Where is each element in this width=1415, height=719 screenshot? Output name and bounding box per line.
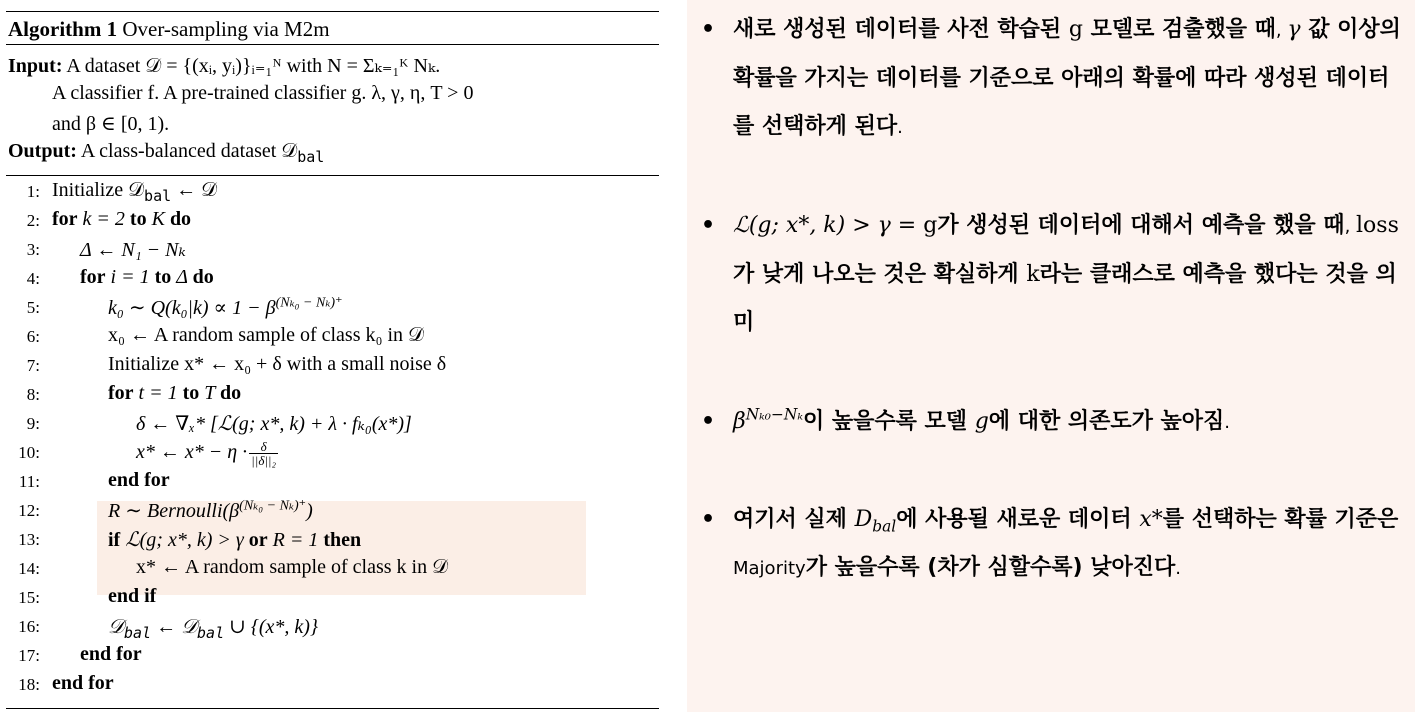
algorithm-title (8, 17, 330, 42)
bullet-icon: • (701, 17, 716, 42)
input-line-3: and β ∈ [0, 1). (52, 113, 170, 135)
note-4-text: 여기서 실제 $D_{bal}$에 사용될 새로운 데이터 x*를 선택하는 확률 기준은 Majority가 높을수록 (차가 심할수록) 낮아진다. (733, 507, 1399, 580)
input-line-2: A classifier f. A pre-trained classifier g. λ, γ, η, T > 0 (52, 82, 474, 104)
bullet-icon: • (701, 507, 716, 532)
note-2 (701, 202, 1401, 347)
algorithm-name: Over-sampling via M2m (122, 17, 330, 41)
title-rule (6, 44, 659, 45)
note-4 (701, 496, 1401, 593)
notes-panel (687, 0, 1415, 712)
algorithm-label: Algorithm 1 (8, 17, 118, 41)
algorithm-box: Algorithm 1 Over-sampling via M2m Input: A dataset 𝒟 = {(xᵢ, yᵢ)}ᵢ₌₁ᴺ with N = Σₖ₌₁ᴷ Nₖ. A classifier f. A pre-trained classifier g. λ, γ, η, T > 0 and β ∈ [0, 1). Output: A class-balanced dataset 𝒟$_{bal}$ 1: Initialize 𝒟$_{bal}$ ← 𝒟 2: for k = 2 to K do 3: Δ ← N₁ − Nₖ 4: for i = 1 to Δ do 5: k₀ ∼ $Q(k_0|k) \propto 1 - \beta^{(N_{k0} - N_k)^+}$ 6: x₀ ← A random sample of class k₀ in 𝒟 7: Initialize x* ← x₀ + δ with a small noise δ 8: for t = 1 to T do 9: δ ← ∇ₓ* [ℒ(g; x*, k) + λ · fₖ₀(x*)] 10: x* ← x* − η · $\frac{\delta}{\text{||δ||₂}}$ 11: end for 12: R ∼ $Bernoulli(\beta^{(N_{k0} - N_k)^+})$ 13: if ℒ(g; x*, k) > γ or R = 1 then 14: x* ← A random sample of class k in 𝒟 15: end if 16: 𝒟$_{bal}$ ← 𝒟$_{bal}$ ∪ {(x*, k)} 17: end for 18: end for (6, 8, 659, 716)
header-rule (6, 175, 659, 176)
top-rule (6, 11, 659, 12)
input-line-1: Input: A dataset 𝒟 = {(xᵢ, yᵢ)}ᵢ₌₁ᴺ with N = Σₖ₌₁ᴷ Nₖ. (8, 55, 441, 77)
note-1-text: 새로 생성된 데이터를 사전 학습된 g 모델로 검출했을 때, γ 값 이상의 확률을 가지는 데이터를 기준으로 아래의 확률에 따라 생성된 데이터를 선택하게 된다. (733, 17, 1401, 139)
note-3-text: $\beta^{N_{k0}-N_k}$이 높을수록 모델 g에 대한 의존도가 높아짐. (733, 405, 1231, 434)
note-1 (701, 6, 1401, 152)
bottom-rule (6, 708, 659, 709)
note-3 (701, 398, 1401, 447)
output-line: Output: A class-balanced dataset 𝒟$_{bal}$ (8, 140, 325, 166)
bullet-icon: • (701, 213, 716, 238)
bullet-icon: • (701, 409, 716, 434)
note-2-text: ℒ(g; x*, k) > γ = g가 생성된 데이터에 대해서 예측을 했을 때, loss가 낮게 나오는 것은 확실하게 k라는 클래스로 예측을 했다는 것을 의미 (733, 213, 1399, 335)
